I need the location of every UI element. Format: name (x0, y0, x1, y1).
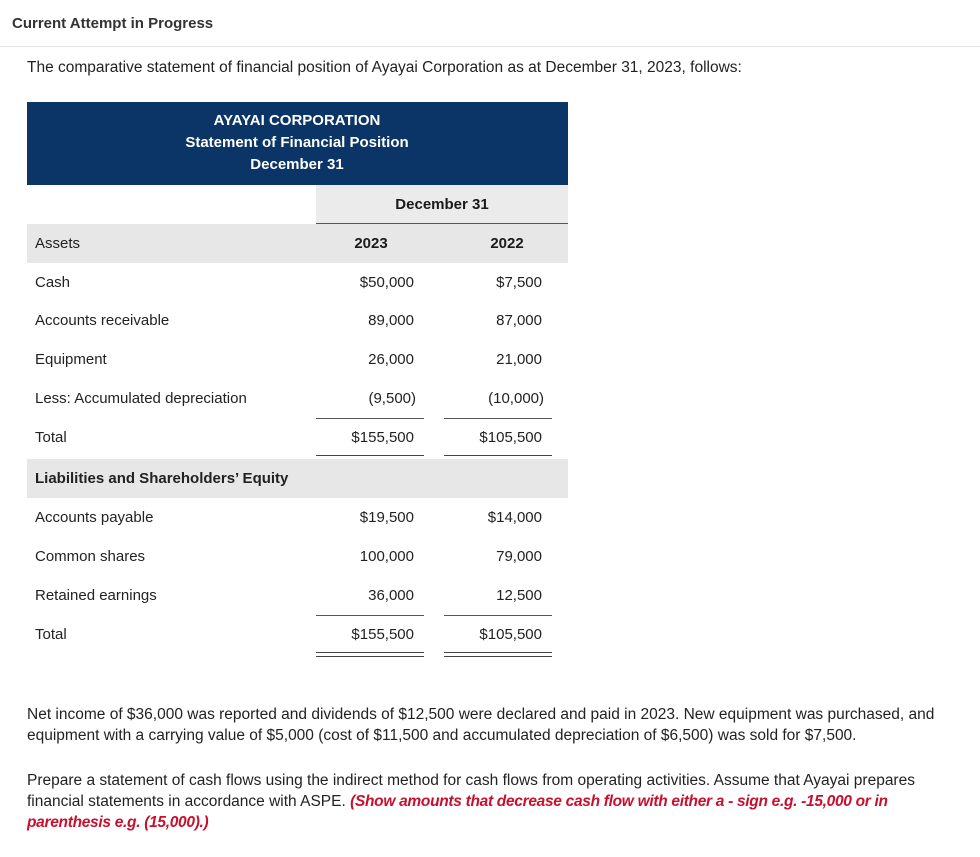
cell-retained-earnings-2022: 12,500 (496, 587, 542, 604)
total-double-rule (444, 652, 552, 657)
row-label-liabilities-total: Total (35, 626, 67, 643)
subtotal-rule (444, 418, 552, 419)
cell-assets-total-2022: $105,500 (479, 429, 542, 446)
row-label-retained-earnings: Retained earnings (35, 587, 157, 604)
cell-common-shares-2022: 79,000 (496, 548, 542, 565)
assets-heading: Assets (35, 235, 81, 252)
company-name: AYAYAI CORPORATION (213, 112, 381, 129)
statement-date: December 31 (250, 156, 344, 173)
total-double-rule (316, 652, 424, 657)
instructions-text: Prepare a statement of cash flows using the indirect method for cash flows from operating activities. Assume that Ayayai prepares financial statements in accordance with ASPE. (27, 772, 915, 810)
row-label-equipment: Equipment (35, 351, 107, 368)
cell-ap-2023: $19,500 (359, 509, 414, 526)
row-label-common-shares: Common shares (35, 548, 146, 565)
subtotal-rule (444, 615, 552, 616)
cell-liabilities-total-2023: $155,500 (351, 626, 414, 643)
cell-liabilities-total-2022: $105,500 (479, 626, 542, 643)
column-header-2022: 2022 (490, 235, 524, 252)
instructions (27, 770, 967, 833)
statement-header (27, 102, 568, 185)
cell-retained-earnings-2023: 36,000 (368, 587, 414, 604)
question-intro: The comparative statement of financial position of Ayayai Corporation as at December 31, 2023, follows: (27, 59, 742, 76)
column-header-2023: 2023 (354, 235, 388, 252)
attempt-status-title: Current Attempt in Progress (12, 15, 214, 32)
cell-accum-dep-2023: (9,500) (368, 390, 416, 407)
cell-cash-2023: $50,000 (359, 274, 414, 291)
transaction-notes: Net income of $36,000 was reported and dividends of $12,500 were declared and paid in 2023. New equipment was purchased, and equipment with a carrying value of $5,000 (cost of $11,500 and accumulated depreciation of $6,500) was sold for $7,500. (27, 706, 935, 744)
cell-ar-2022: 87,000 (496, 312, 542, 329)
subtotal-rule (316, 418, 424, 419)
row-label-accounts-payable: Accounts payable (35, 509, 154, 526)
cell-accum-dep-2022: (10,000) (488, 390, 544, 407)
row-label-accumulated-depreciation: Less: Accumulated depreciation (35, 390, 247, 407)
liabilities-heading: Liabilities and Shareholders’ Equity (35, 470, 289, 487)
cell-ar-2023: 89,000 (368, 312, 414, 329)
sign-convention-instruction: (Show amounts that decrease cash flow with either a - sign e.g. -15,000 or in parenthesis e.g. (15,000).) (27, 793, 888, 831)
row-label-cash: Cash (35, 274, 71, 291)
cell-equipment-2023: 26,000 (368, 351, 414, 368)
row-label-assets-total: Total (35, 429, 67, 446)
cell-common-shares-2023: 100,000 (359, 548, 414, 565)
statement-title: Statement of Financial Position (185, 134, 409, 151)
cell-assets-total-2023: $155,500 (351, 429, 414, 446)
cell-ap-2022: $14,000 (487, 509, 542, 526)
column-group-label: December 31 (395, 196, 489, 213)
cell-equipment-2022: 21,000 (496, 351, 542, 368)
divider (0, 46, 980, 47)
cell-cash-2022: $7,500 (496, 274, 542, 291)
subtotal-rule (316, 615, 424, 616)
row-label-accounts-receivable: Accounts receivable (35, 312, 170, 329)
